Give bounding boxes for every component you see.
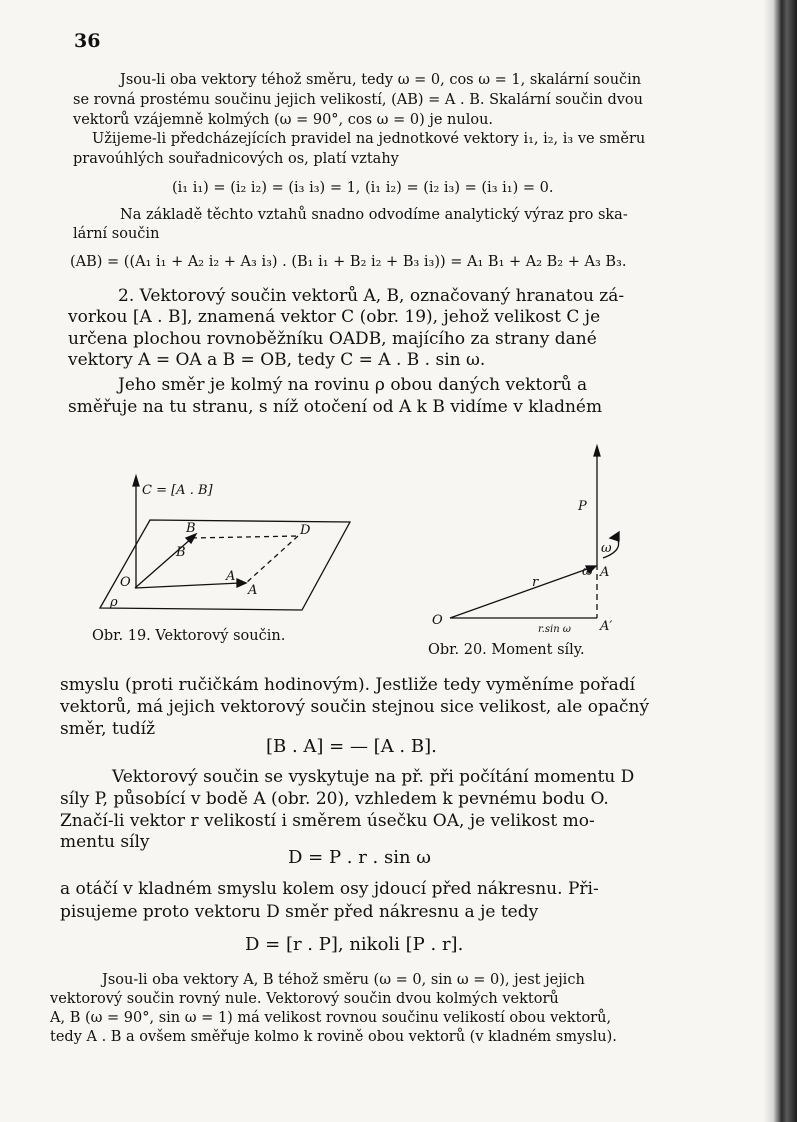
plane-rho bbox=[100, 520, 350, 610]
para3-line: určena plochou rovnoběžníku OADB, majícího za strany dané bbox=[68, 329, 597, 349]
formula-moment-vector: D = [r . P], nikoli [P . r]. bbox=[245, 934, 464, 955]
para7-line: vektorový součin rovný nule. Vektorový součin dvou kolmých vektorů bbox=[50, 991, 559, 1007]
para4-line: směr, tudíž bbox=[60, 719, 156, 739]
para3-line: vorkou [A . B], znamená vektor C (obr. 19), jehož velikost C je bbox=[68, 307, 601, 327]
vector-a-arrowhead bbox=[237, 579, 246, 587]
label-a: A bbox=[248, 583, 258, 598]
para6-line: a otáčí v kladném smyslu kolem osy jdoucí před nákresnu. Při- bbox=[60, 879, 599, 899]
para5-line: síly P, působící v bodě A (obr. 20), vzhledem k pevnému bodu O. bbox=[60, 789, 609, 809]
para1-line: Užijeme-li předcházejících pravidel na jednotkové vektory i₁, i₂, i₃ ve směru bbox=[92, 131, 646, 147]
dashed-edge-da bbox=[246, 536, 298, 583]
figure-19-vector-product bbox=[80, 470, 440, 650]
figure-19-caption: Obr. 19. Vektorový součin. bbox=[92, 628, 286, 644]
vector-r bbox=[450, 568, 590, 618]
formula-scalar-analytic: (AB) = ((A₁ i₁ + A₂ i₂ + A₃ i₃) . (B₁ i₁ + B₂ i₂ + B₃ i₃)) = A₁ B₁ + A₂ B₂ + A₃ B₃. bbox=[70, 254, 627, 270]
formula-moment: D = P . r . sin ω bbox=[288, 847, 431, 868]
para5-line: Vektorový součin se vyskytuje na př. při počítání momentu D bbox=[112, 767, 635, 787]
angle-arc-arrowhead bbox=[610, 532, 619, 541]
label-d: D bbox=[300, 523, 311, 538]
label-r-sin-omega: r.sin ω bbox=[538, 624, 571, 635]
para1-line: vektorů vzájemně kolmých (ω = 90°, cos ω = 0) je nulou. bbox=[73, 112, 494, 128]
formula-unit-vectors: (i₁ i₁) = (i₂ i₂) = (i₃ i₃) = 1, (i₁ i₂) = (i₂ i₃) = (i₃ i₁) = 0. bbox=[172, 180, 554, 196]
para2-line: Na základě těchto vztahů snadno odvodíme analytický výraz pro ska- bbox=[120, 207, 628, 223]
label-a: A bbox=[600, 565, 610, 580]
label-o: O bbox=[432, 613, 443, 628]
para1-line: Jsou-li oba vektory téhož směru, tedy ω = 0, cos ω = 1, skalární součin bbox=[120, 72, 642, 88]
para4-line: vektorů, má jejich vektorový součin stejnou sice velikost, ale opačný bbox=[60, 697, 650, 717]
para3-line: Jeho směr je kolmý na rovinu ρ obou daných vektorů a bbox=[118, 375, 588, 395]
para2-line: lární součin bbox=[73, 226, 160, 242]
para3-line: 2. Vektorový součin vektorů A, B, označovaný hranatou zá- bbox=[118, 286, 625, 306]
vector-c-arrowhead bbox=[133, 476, 139, 486]
formula-swap: [B . A] = — [A . B]. bbox=[266, 736, 437, 757]
page-binding-shadow bbox=[763, 0, 797, 1122]
para1-line: se rovná prostému součinu jejich velikostí, (AB) = A . B. Skalární součin dvou bbox=[73, 92, 643, 108]
vector-a bbox=[135, 583, 240, 588]
para3-line: směřuje na tu stranu, s níž otočení od A k B vidíme v kladném bbox=[68, 397, 603, 417]
label-b-top: B bbox=[186, 521, 196, 536]
label-o: O bbox=[120, 575, 131, 590]
para7-line: Jsou-li oba vektory A, B téhož směru (ω = 0, sin ω = 0), jest jejich bbox=[102, 972, 585, 988]
label-omega-2: ω bbox=[582, 564, 593, 579]
label-c: C = [A . B] bbox=[142, 483, 213, 498]
figure-20-caption: Obr. 20. Moment síly. bbox=[428, 642, 585, 658]
page-number: 36 bbox=[74, 30, 101, 52]
force-p-arrowhead bbox=[594, 446, 600, 456]
para7-line: A, B (ω = 90°, sin ω = 1) má velikost rovnou součinu velikostí obou vektorů, bbox=[50, 1010, 612, 1026]
label-b: B bbox=[176, 545, 186, 560]
dashed-edge-bd bbox=[192, 536, 298, 538]
para6-line: pisujeme proto vektoru D směr před nákresnu a je tedy bbox=[60, 902, 539, 922]
label-a-vector: A bbox=[226, 569, 236, 584]
label-p: P bbox=[578, 499, 587, 514]
label-a-prime: A′ bbox=[600, 619, 613, 634]
label-r: r bbox=[532, 575, 539, 590]
label-omega-1: ω bbox=[601, 541, 612, 556]
para3-line: vektory A = OA a B = OB, tedy C = A . B . sin ω. bbox=[68, 350, 486, 370]
para5-line: Značí-li vektor r velikostí i směrem úsečku OA, je velikost mo- bbox=[60, 811, 595, 831]
figure-20-moment-of-force bbox=[420, 440, 620, 640]
para7-line: tedy A . B a ovšem směřuje kolmo k rovině obou vektorů (v kladném smyslu). bbox=[50, 1029, 617, 1045]
para1-line: pravoúhlých souřadnicových os, platí vztahy bbox=[73, 151, 399, 167]
label-rho: ρ bbox=[110, 595, 118, 610]
para4-line: smyslu (proti ručičkám hodinovým). Jestliže tedy vyměníme pořadí bbox=[60, 675, 636, 695]
para5-line: mentu síly bbox=[60, 832, 150, 852]
